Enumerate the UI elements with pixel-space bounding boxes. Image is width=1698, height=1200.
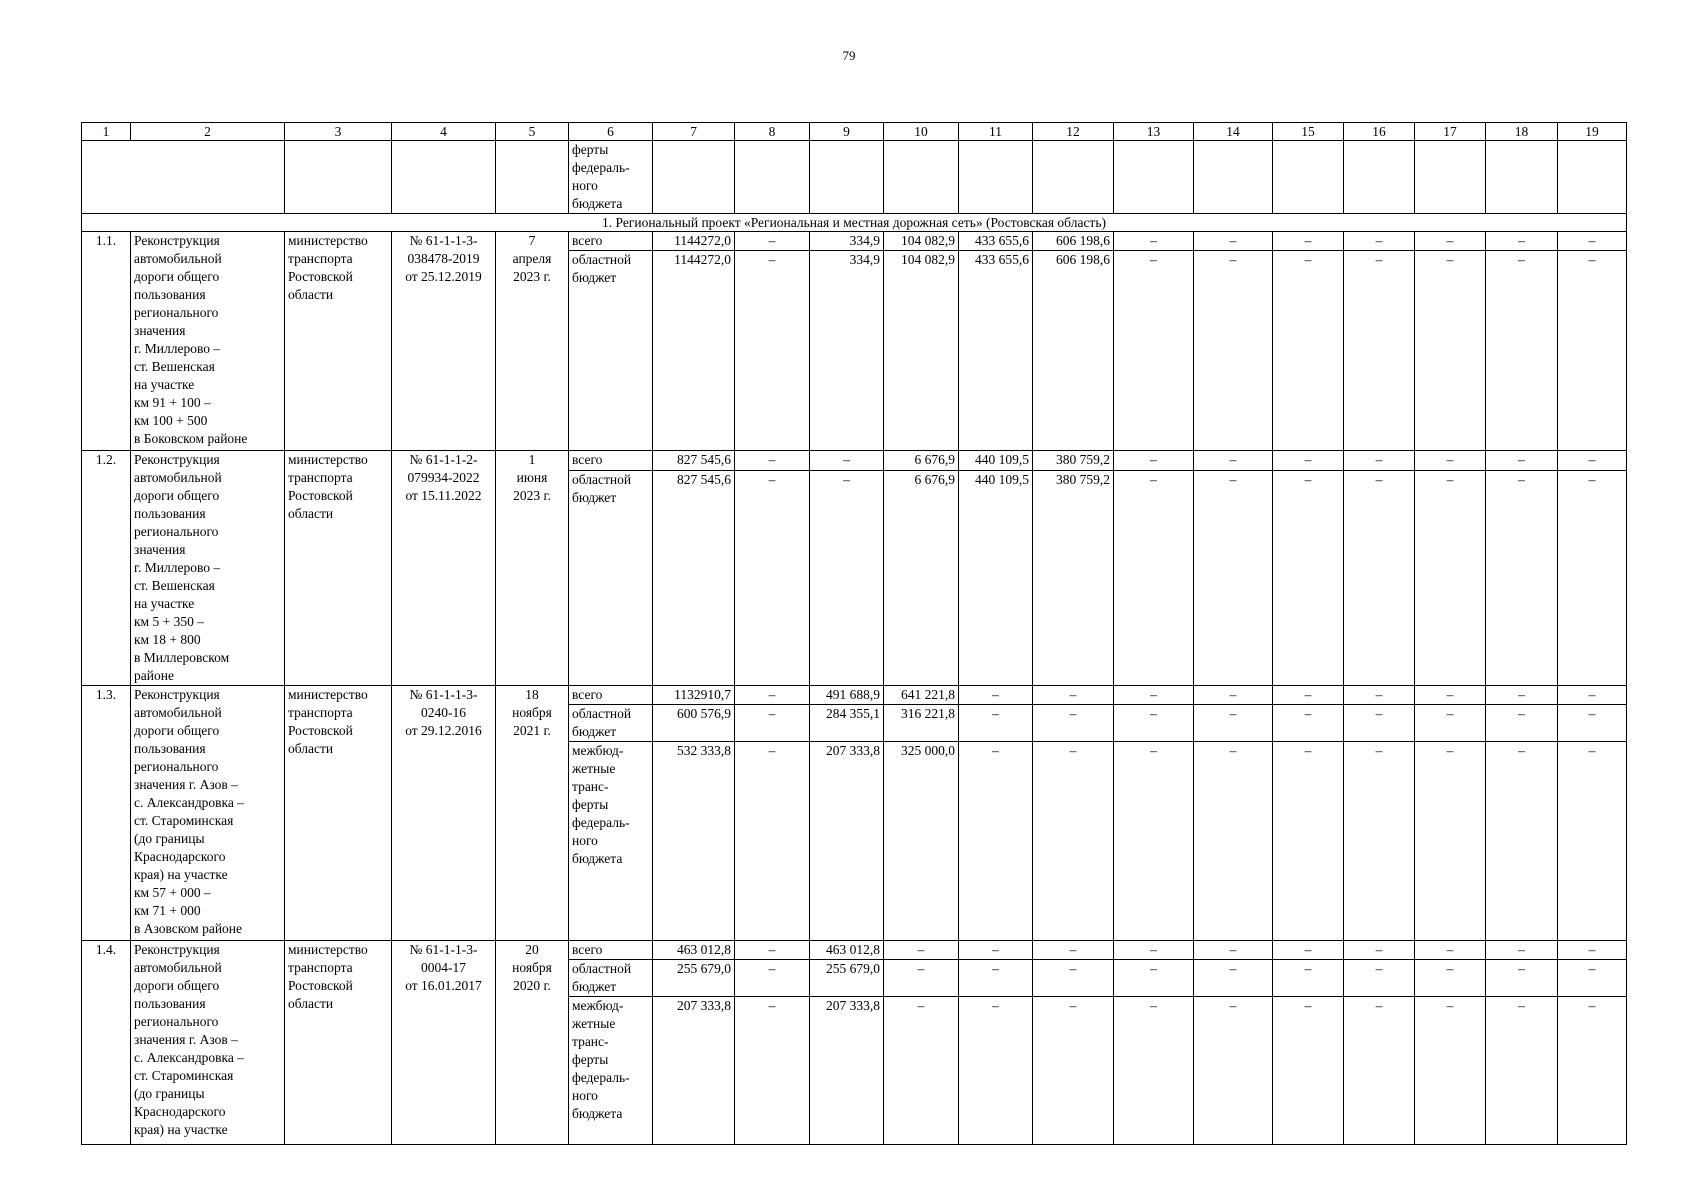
amount-cell: – [1558,251,1627,451]
amount-cell: – [1486,997,1558,1145]
amount-cell: – [735,960,810,997]
amount-cell: 606 198,6 [1033,251,1114,451]
amount-cell: – [1558,997,1627,1145]
object-name: Реконструкция автомобильной дороги общего пользования регионального значения г. Миллерово – ст. Вешенская на участке км 91 + 100 – км 100 + 500 в Боковском районе [131,232,285,451]
col-header: 7 [653,123,735,141]
amount-cell: 284 355,1 [810,705,884,742]
approval-document: № 61-1-1-3- 038478-2019 от 25.12.2019 [392,232,496,451]
amount-cell: – [1486,941,1558,960]
amount-cell: – [1194,960,1273,997]
col-header: 12 [1033,123,1114,141]
funding-source: областной бюджет [569,471,653,686]
amount-cell: – [1415,997,1486,1145]
responsible-agency: министерство транспорта Ростовской области [285,451,392,686]
amount-cell: 316 221,8 [884,705,959,742]
amount-cell: – [1415,705,1486,742]
col-header: 14 [1194,123,1273,141]
object-number: 1.4. [82,941,131,1145]
empty-cell [1344,141,1415,214]
amount-cell: 491 688,9 [810,686,884,705]
amount-cell: – [1415,960,1486,997]
object-name: Реконструкция автомобильной дороги общего пользования регионального значения г. Миллерово – ст. Вешенская на участке км 5 + 350 – км 18 + 800 в Миллеровском районе [131,451,285,686]
object-number: 1.1. [82,232,131,451]
funding-source: всего [569,941,653,960]
amount-cell: – [1114,451,1194,471]
amount-cell: – [1194,686,1273,705]
col-header: 8 [735,123,810,141]
amount-cell: – [1486,960,1558,997]
col-header: 3 [285,123,392,141]
amount-cell: – [735,251,810,451]
funding-source: областной бюджет [569,705,653,742]
amount-cell: – [959,705,1033,742]
amount-cell: 606 198,6 [1033,232,1114,251]
amount-cell: – [1114,471,1194,686]
col-header: 5 [496,123,569,141]
funding-source: областной бюджет [569,960,653,997]
amount-cell: – [1558,451,1627,471]
completion-date: 1 июня 2023 г. [496,451,569,686]
amount-cell: – [959,997,1033,1145]
amount-cell: – [959,742,1033,941]
amount-cell: – [1194,997,1273,1145]
funding-source-continued: ферты федераль- ного бюджета [569,141,653,214]
amount-cell: – [735,686,810,705]
col-header: 17 [1415,123,1486,141]
table-row [82,686,1627,705]
amount-cell: – [1344,960,1415,997]
amount-cell: – [1344,451,1415,471]
object-number: 1.3. [82,686,131,941]
empty-cell [1486,141,1558,214]
amount-cell: – [959,686,1033,705]
col-header: 13 [1114,123,1194,141]
amount-cell: 1132910,7 [653,686,735,705]
amount-cell: 255 679,0 [810,960,884,997]
amount-cell: – [1558,960,1627,997]
completion-date: 20 ноября 2020 г. [496,941,569,1145]
amount-cell: – [1273,251,1344,451]
amount-cell: – [735,705,810,742]
amount-cell: – [810,451,884,471]
amount-cell: 334,9 [810,251,884,451]
empty-cell [496,141,569,214]
amount-cell: – [810,471,884,686]
empty-cell [735,141,810,214]
empty-cell [1273,141,1344,214]
amount-cell: – [1558,705,1627,742]
amount-cell: 532 333,8 [653,742,735,941]
continuation-row [82,141,1627,214]
object-name: Реконструкция автомобильной дороги общего пользования регионального значения г. Азов – с. Александровка – ст. Староминская (до границы Краснодарского края) на участке км 57 + 000 – км 71 + 000 в Азовском районе [131,686,285,941]
empty-cell [884,141,959,214]
amount-cell: – [1558,686,1627,705]
amount-cell: – [1344,686,1415,705]
amount-cell: 827 545,6 [653,451,735,471]
funding-source: всего [569,451,653,471]
approval-document: № 61-1-1-2- 079934-2022 от 15.11.2022 [392,451,496,686]
amount-cell: 1144272,0 [653,251,735,451]
col-header: 10 [884,123,959,141]
amount-cell: – [1415,232,1486,251]
amount-cell: – [1415,251,1486,451]
amount-cell: 334,9 [810,232,884,251]
amount-cell: – [1114,686,1194,705]
amount-cell: – [1194,251,1273,451]
amount-cell: 433 655,6 [959,251,1033,451]
completion-date: 7 апреля 2023 г. [496,232,569,451]
funding-source: всего [569,686,653,705]
amount-cell: – [1344,251,1415,451]
col-header: 6 [569,123,653,141]
amount-cell: – [1033,941,1114,960]
empty-cell [1558,141,1627,214]
amount-cell: – [735,471,810,686]
col-header: 15 [1273,123,1344,141]
amount-cell: – [1273,941,1344,960]
empty-cell [653,141,735,214]
amount-cell: – [884,997,959,1145]
budget-table [81,122,1627,1145]
amount-cell: – [1344,705,1415,742]
col-header: 4 [392,123,496,141]
approval-document: № 61-1-1-3- 0004-17 от 16.01.2017 [392,941,496,1145]
amount-cell: – [1415,471,1486,686]
col-header: 16 [1344,123,1415,141]
funding-source: межбюд- жетные транс- ферты федераль- ного бюджета [569,742,653,941]
approval-document: № 61-1-1-3- 0240-16 от 29.12.2016 [392,686,496,941]
amount-cell: – [1194,451,1273,471]
amount-cell: 6 676,9 [884,471,959,686]
amount-cell: 1144272,0 [653,232,735,251]
table-row [82,451,1627,471]
amount-cell: 380 759,2 [1033,471,1114,686]
amount-cell: – [735,451,810,471]
amount-cell: – [1194,742,1273,941]
amount-cell: – [1344,742,1415,941]
amount-cell: – [1194,471,1273,686]
empty-cell [1194,141,1273,214]
col-header: 1 [82,123,131,141]
amount-cell: – [959,960,1033,997]
responsible-agency: министерство транспорта Ростовской области [285,941,392,1145]
amount-cell: – [1415,941,1486,960]
empty-cell [1114,141,1194,214]
amount-cell: 827 545,6 [653,471,735,686]
amount-cell: – [1273,997,1344,1145]
empty-cell [285,141,392,214]
amount-cell: 6 676,9 [884,451,959,471]
amount-cell: – [1486,705,1558,742]
amount-cell: – [1114,960,1194,997]
amount-cell: – [735,232,810,251]
amount-cell: 433 655,6 [959,232,1033,251]
amount-cell: – [1486,251,1558,451]
funding-source: межбюд- жетные транс- ферты федераль- ного бюджета [569,997,653,1145]
object-name: Реконструкция автомобильной дороги общего пользования регионального значения г. Азов – с. Александровка – ст. Староминская (до границы Краснодарского края) на участке [131,941,285,1145]
amount-cell: 380 759,2 [1033,451,1114,471]
amount-cell: – [1114,997,1194,1145]
empty-cell [1033,141,1114,214]
empty-cell [82,141,285,214]
amount-cell: – [1273,742,1344,941]
amount-cell: 440 109,5 [959,451,1033,471]
amount-cell: 207 333,8 [810,742,884,941]
amount-cell: – [1558,941,1627,960]
empty-cell [810,141,884,214]
amount-cell: – [1558,232,1627,251]
amount-cell: – [735,997,810,1145]
amount-cell: – [1558,471,1627,686]
amount-cell: – [959,941,1033,960]
amount-cell: – [1415,451,1486,471]
col-header: 19 [1558,123,1627,141]
amount-cell: – [884,960,959,997]
amount-cell: – [1273,686,1344,705]
amount-cell: – [1344,471,1415,686]
amount-cell: 104 082,9 [884,232,959,251]
col-header: 2 [131,123,285,141]
col-header: 9 [810,123,884,141]
amount-cell: – [1114,941,1194,960]
amount-cell: – [1114,232,1194,251]
amount-cell: – [1114,705,1194,742]
empty-cell [959,141,1033,214]
amount-cell: – [735,941,810,960]
amount-cell: 207 333,8 [810,997,884,1145]
amount-cell: – [1486,686,1558,705]
amount-cell: – [1273,471,1344,686]
amount-cell: – [1558,742,1627,941]
amount-cell: – [1486,232,1558,251]
amount-cell: – [1033,705,1114,742]
amount-cell: – [1033,742,1114,941]
amount-cell: – [1273,960,1344,997]
amount-cell: – [1344,941,1415,960]
section-title: 1. Региональный проект «Региональная и местная дорожная сеть» (Ростовская область) [82,214,1627,232]
col-header: 18 [1486,123,1558,141]
amount-cell: – [1415,686,1486,705]
amount-cell: – [1033,997,1114,1145]
amount-cell: – [1486,471,1558,686]
amount-cell: – [1194,232,1273,251]
funding-source: областной бюджет [569,251,653,451]
amount-cell: – [1486,451,1558,471]
amount-cell: – [884,941,959,960]
table-row [82,941,1627,960]
amount-cell: 207 333,8 [653,997,735,1145]
page-number: 79 [842,48,856,63]
responsible-agency: министерство транспорта Ростовской области [285,232,392,451]
column-number-row [82,123,1627,141]
funding-source: всего [569,232,653,251]
amount-cell: – [1033,686,1114,705]
amount-cell: 325 000,0 [884,742,959,941]
empty-cell [1415,141,1486,214]
section-row [82,214,1627,232]
amount-cell: 641 221,8 [884,686,959,705]
amount-cell: – [1344,232,1415,251]
amount-cell: – [735,742,810,941]
amount-cell: 600 576,9 [653,705,735,742]
amount-cell: 255 679,0 [653,960,735,997]
amount-cell: – [1114,251,1194,451]
amount-cell: – [1486,742,1558,941]
empty-cell [392,141,496,214]
completion-date: 18 ноября 2021 г. [496,686,569,941]
amount-cell: – [1194,705,1273,742]
amount-cell: – [1344,997,1415,1145]
amount-cell: – [1033,960,1114,997]
amount-cell: 463 012,8 [810,941,884,960]
responsible-agency: министерство транспорта Ростовской области [285,686,392,941]
amount-cell: – [1273,705,1344,742]
amount-cell: 440 109,5 [959,471,1033,686]
amount-cell: – [1194,941,1273,960]
object-number: 1.2. [82,451,131,686]
amount-cell: – [1273,232,1344,251]
amount-cell: – [1415,742,1486,941]
amount-cell: 104 082,9 [884,251,959,451]
amount-cell: 463 012,8 [653,941,735,960]
amount-cell: – [1114,742,1194,941]
col-header: 11 [959,123,1033,141]
table-row [82,232,1627,251]
amount-cell: – [1273,451,1344,471]
